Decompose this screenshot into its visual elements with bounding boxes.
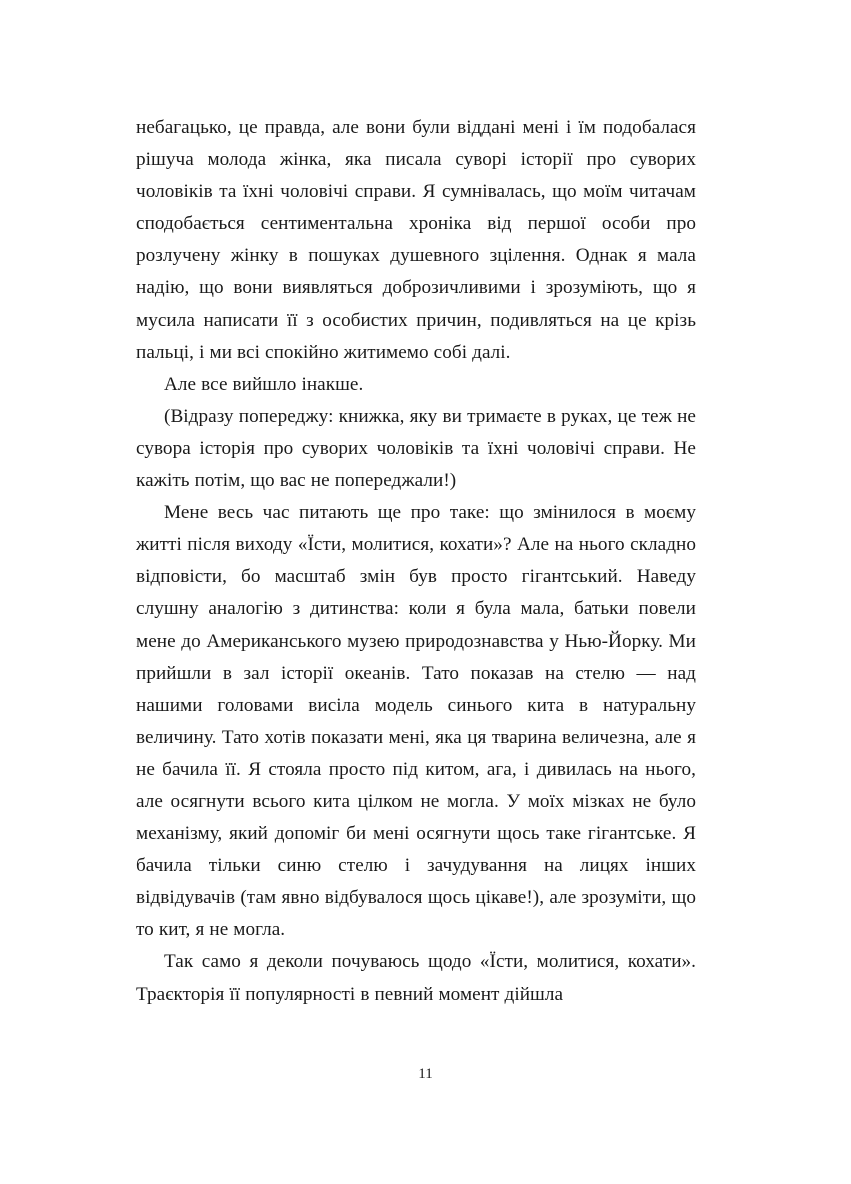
body-text-column bbox=[136, 112, 696, 1011]
paragraph: (Відразу попереджу: книжка, яку ви тримаєте в руках, це теж не сувора історія про суворих чоловіків та їхні чоловічі справи. Не кажіть потім, що вас не попереджали!) bbox=[136, 405, 696, 492]
paragraph: Але все вийшло інакше. bbox=[164, 373, 364, 395]
page-number: 11 bbox=[418, 1066, 433, 1082]
paragraph: небагацько, це правда, але вони були віддані мені і їм подобалася рішуча молода жінка, яка писала суворі історії про суворих чоловіків та їхні чоловічі справи. Я сумнівалась, що моїм читачам сподобається сентиментальна хроніка від першої особи про розлучену жінку в пошуках душевного зцілення. Однак я мала надію, що вони виявляться доброзичливими і зрозуміють, що я мусила написати її з особистих причин, подивляться на це крізь пальці, і ми всі спокійно житимемо собі далі. bbox=[136, 117, 696, 363]
paragraph: Так само я деколи почуваюсь щодо «Їсти, молитися, кохати». Траєкторія її популярності в певний момент дійшла bbox=[136, 951, 696, 1005]
paragraph: Мене весь час питають ще про таке: що змінилося в моєму житті після виходу «Їсти, молитися, кохати»? Але на нього складно відповісти, бо масштаб змін був просто гігантський. Наведу слушну аналогію з дитинства: коли я була мала, батьки повели мене до Американського музею природознавства у Нью-Йорку. Ми прийшли в зал історії океанів. Тато показав на стелю — над нашими головами висіла модель синього кита в натуральну величину. Тато хотів показати мені, яка ця тварина величезна, але я не бачила її. Я стояла просто під китом, ага, і дивилась на нього, але осягнути всього кита цілком не могла. У моїх мізках не було механізму, який допоміг би мені осягнути щось таке гігантське. Я бачила тільки синю стелю і зачудування на лицях інших відвідувачів (там явно відбувалося щось цікаве!), але зрозуміти, що то кит, я не могла. bbox=[136, 502, 696, 941]
